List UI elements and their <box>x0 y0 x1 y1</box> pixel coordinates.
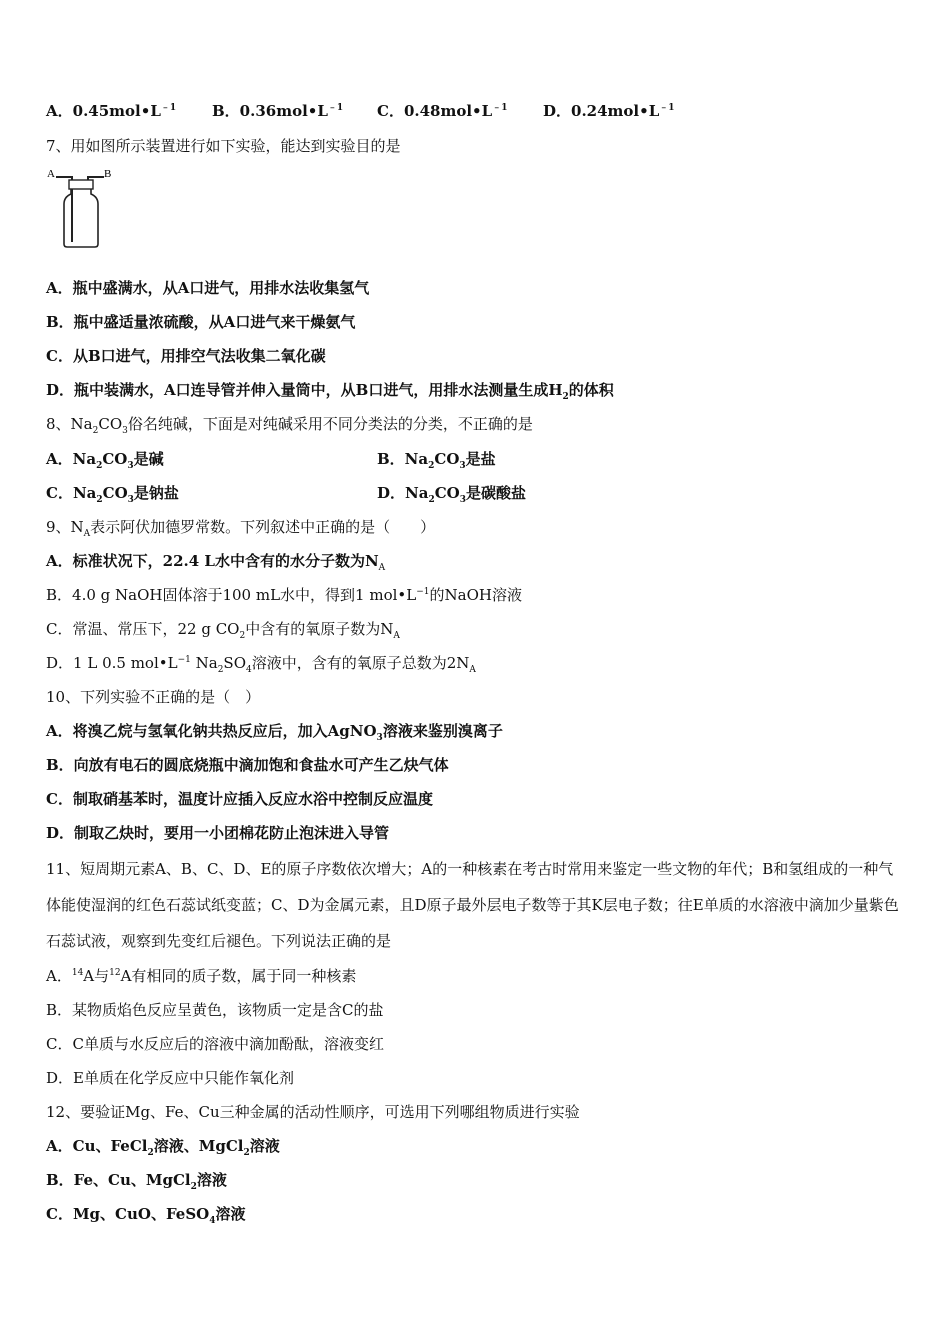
q10-stem: 10、下列实验不正确的是（ ） <box>46 688 261 706</box>
q11-option-a: A．$^{14}$A与$^{12}$A有相同的质子数，属于同一种核素 <box>46 967 357 985</box>
q10-option-a: A．将溴乙烷与氢氧化钠共热反应后，加入AgNO$_3$溶液来鉴别溴离子 <box>46 722 503 743</box>
q9-option-b: B．4.0 g NaOH固体溶于100 mL水中，得到1 $mol•L^{-1}$的NaOH溶液 <box>46 586 522 604</box>
q8-option-d: D．$Na_2CO_3$是碳酸盐 <box>377 484 527 505</box>
q11-option-d: D．E单质在化学反应中只能作氧化剂 <box>46 1069 294 1087</box>
q8-option-b: B．$Na_2CO_3$是盐 <box>377 450 496 471</box>
q7-stem: 7、用如图所示装置进行如下实验，能达到实验目的是 <box>46 137 401 155</box>
q10-option-b: B．向放有电石的圆底烧瓶中滴加饱和食盐水可产生乙炔气体 <box>46 756 449 774</box>
q7-option-d: D．瓶中装满水，A口连导管并伸入量筒中，从B口进气，用排水法测量生成$H_2$的体积 <box>46 381 614 402</box>
q12-option-a: A．Cu、FeCl$_2$溶液、MgCl$_2$溶液 <box>46 1137 280 1158</box>
q9-option-a: A．标准状况下，22.4 L水中含有的水分子数为$N_A$ <box>46 552 386 573</box>
q6-option-d: D．$0.24mol•L^{﹣1}$ <box>543 102 675 120</box>
q6-option-a: A．$0.45mol•L^{﹣1}$ <box>46 102 177 120</box>
q6-option-b: B．$0.36mol•L^{﹣1}$ <box>212 102 344 120</box>
q11-stem: 11、短周期元素A、B、C、D、E的原子序数依次增大；A的一种核素在考古时常用来鉴定一些文物的年代；B和氢组成的一种气体能使湿润的红色石蕊试纸变蓝；C、D为金属元素，且D原子最外层电子数等于其K层电子数；往E单质的水溶液中滴加少量紫色石蕊试液，观察到先变红后褪色。下列说法正确的是 <box>46 860 899 950</box>
q10-option-d: D．制取乙炔时，要用一小团棉花防止泡沫进入导管 <box>46 824 390 842</box>
figure-label-a: A <box>47 168 55 180</box>
q8-stem: 8、$Na_2CO_3$俗名纯碱，下面是对纯碱采用不同分类法的分类，不正确的是 <box>46 415 533 436</box>
q6-option-c: C．$0.48mol•L^{﹣1}$ <box>377 102 508 120</box>
q7-option-c: C．从B口进气，用排空气法收集二氧化碳 <box>46 347 326 365</box>
q8-option-a: A．$Na_2CO_3$是碱 <box>46 450 164 471</box>
figure-label-b: B <box>104 168 112 180</box>
q11-option-b: B．某物质焰色反应呈黄色，该物质一定是含C的盐 <box>46 1001 384 1019</box>
q9-option-c: C．常温、常压下，22 g $CO_2$中含有的氧原子数为$N_A$ <box>46 620 400 641</box>
q9-stem: 9、$N_A$表示阿伏加德罗常数。下列叙述中正确的是（ ） <box>46 518 436 539</box>
gas-bottle-figure <box>44 166 124 250</box>
q12-option-b: B．Fe、Cu、MgCl$_2$溶液 <box>46 1171 227 1192</box>
q12-option-c: C．Mg、CuO、FeSO$_4$溶液 <box>46 1205 246 1226</box>
q11-option-c: C．C单质与水反应后的溶液中滴加酚酞，溶液变红 <box>46 1035 384 1053</box>
q8-option-c: C．$Na_2CO_3$是钠盐 <box>46 484 179 505</box>
q7-option-b: B．瓶中盛适量浓硫酸，从A口进气来干燥氨气 <box>46 313 356 331</box>
q10-option-c: C．制取硝基苯时，温度计应插入反应水浴中控制反应温度 <box>46 790 433 808</box>
q9-option-d: D．1 L 0.5 $mol•L^{-1}$ $Na_2SO_4$溶液中，含有的氧原子总数为$2N_A$ <box>46 654 476 675</box>
q12-stem: 12、要验证Mg、Fe、Cu三种金属的活动性顺序，可选用下列哪组物质进行实验 <box>46 1103 580 1121</box>
q7-option-a: A．瓶中盛满水，从A口进气，用排水法收集氢气 <box>46 279 370 297</box>
